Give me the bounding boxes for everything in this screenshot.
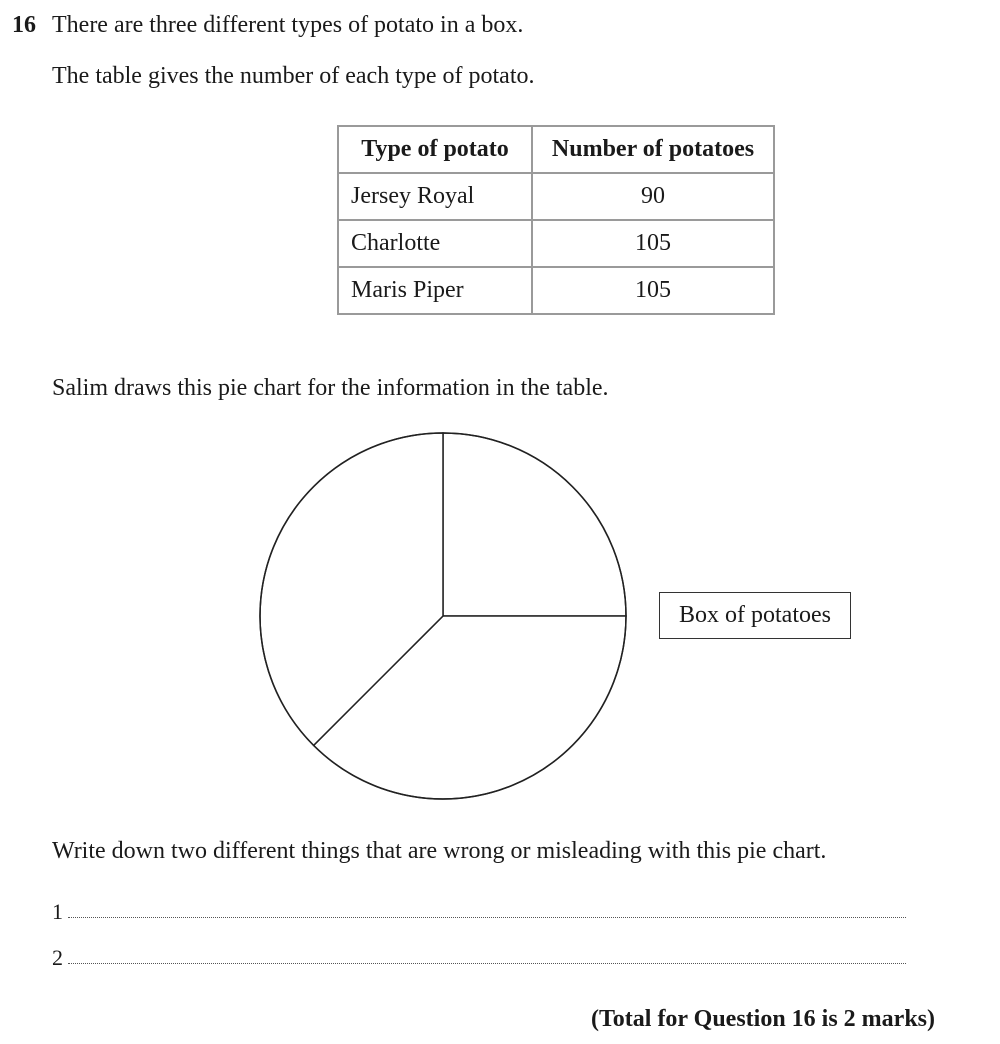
cell-count: 105 <box>532 220 774 267</box>
header-type: Type of potato <box>338 126 532 173</box>
cell-type: Charlotte <box>338 220 532 267</box>
cell-count: 90 <box>532 173 774 220</box>
pie-slice-1 <box>443 433 626 616</box>
answer-line-1 <box>52 899 66 925</box>
answer-input-1[interactable] <box>68 917 906 918</box>
pie-slices <box>260 433 626 799</box>
question-number: 16 <box>12 12 36 38</box>
pie-title-box: Box of potatoes <box>659 592 851 639</box>
cell-type: Maris Piper <box>338 267 532 314</box>
cell-type: Jersey Royal <box>338 173 532 220</box>
answer-number: 1 <box>52 899 63 924</box>
table-intro: The table gives the number of each type of potato. <box>52 63 535 89</box>
pie-intro: Salim draws this pie chart for the information in the table. <box>52 375 609 401</box>
cell-count: 105 <box>532 267 774 314</box>
question-intro: There are three different types of potato in a box. <box>52 12 524 38</box>
header-count: Number of potatoes <box>532 126 774 173</box>
total-marks: (Total for Question 16 is 2 marks) <box>590 1006 935 1032</box>
answer-line-2 <box>52 945 66 971</box>
answer-number: 2 <box>52 945 63 970</box>
answer-input-2[interactable] <box>68 963 906 964</box>
task-prompt: Write down two different things that are wrong or misleading with this pie chart. <box>52 838 827 864</box>
